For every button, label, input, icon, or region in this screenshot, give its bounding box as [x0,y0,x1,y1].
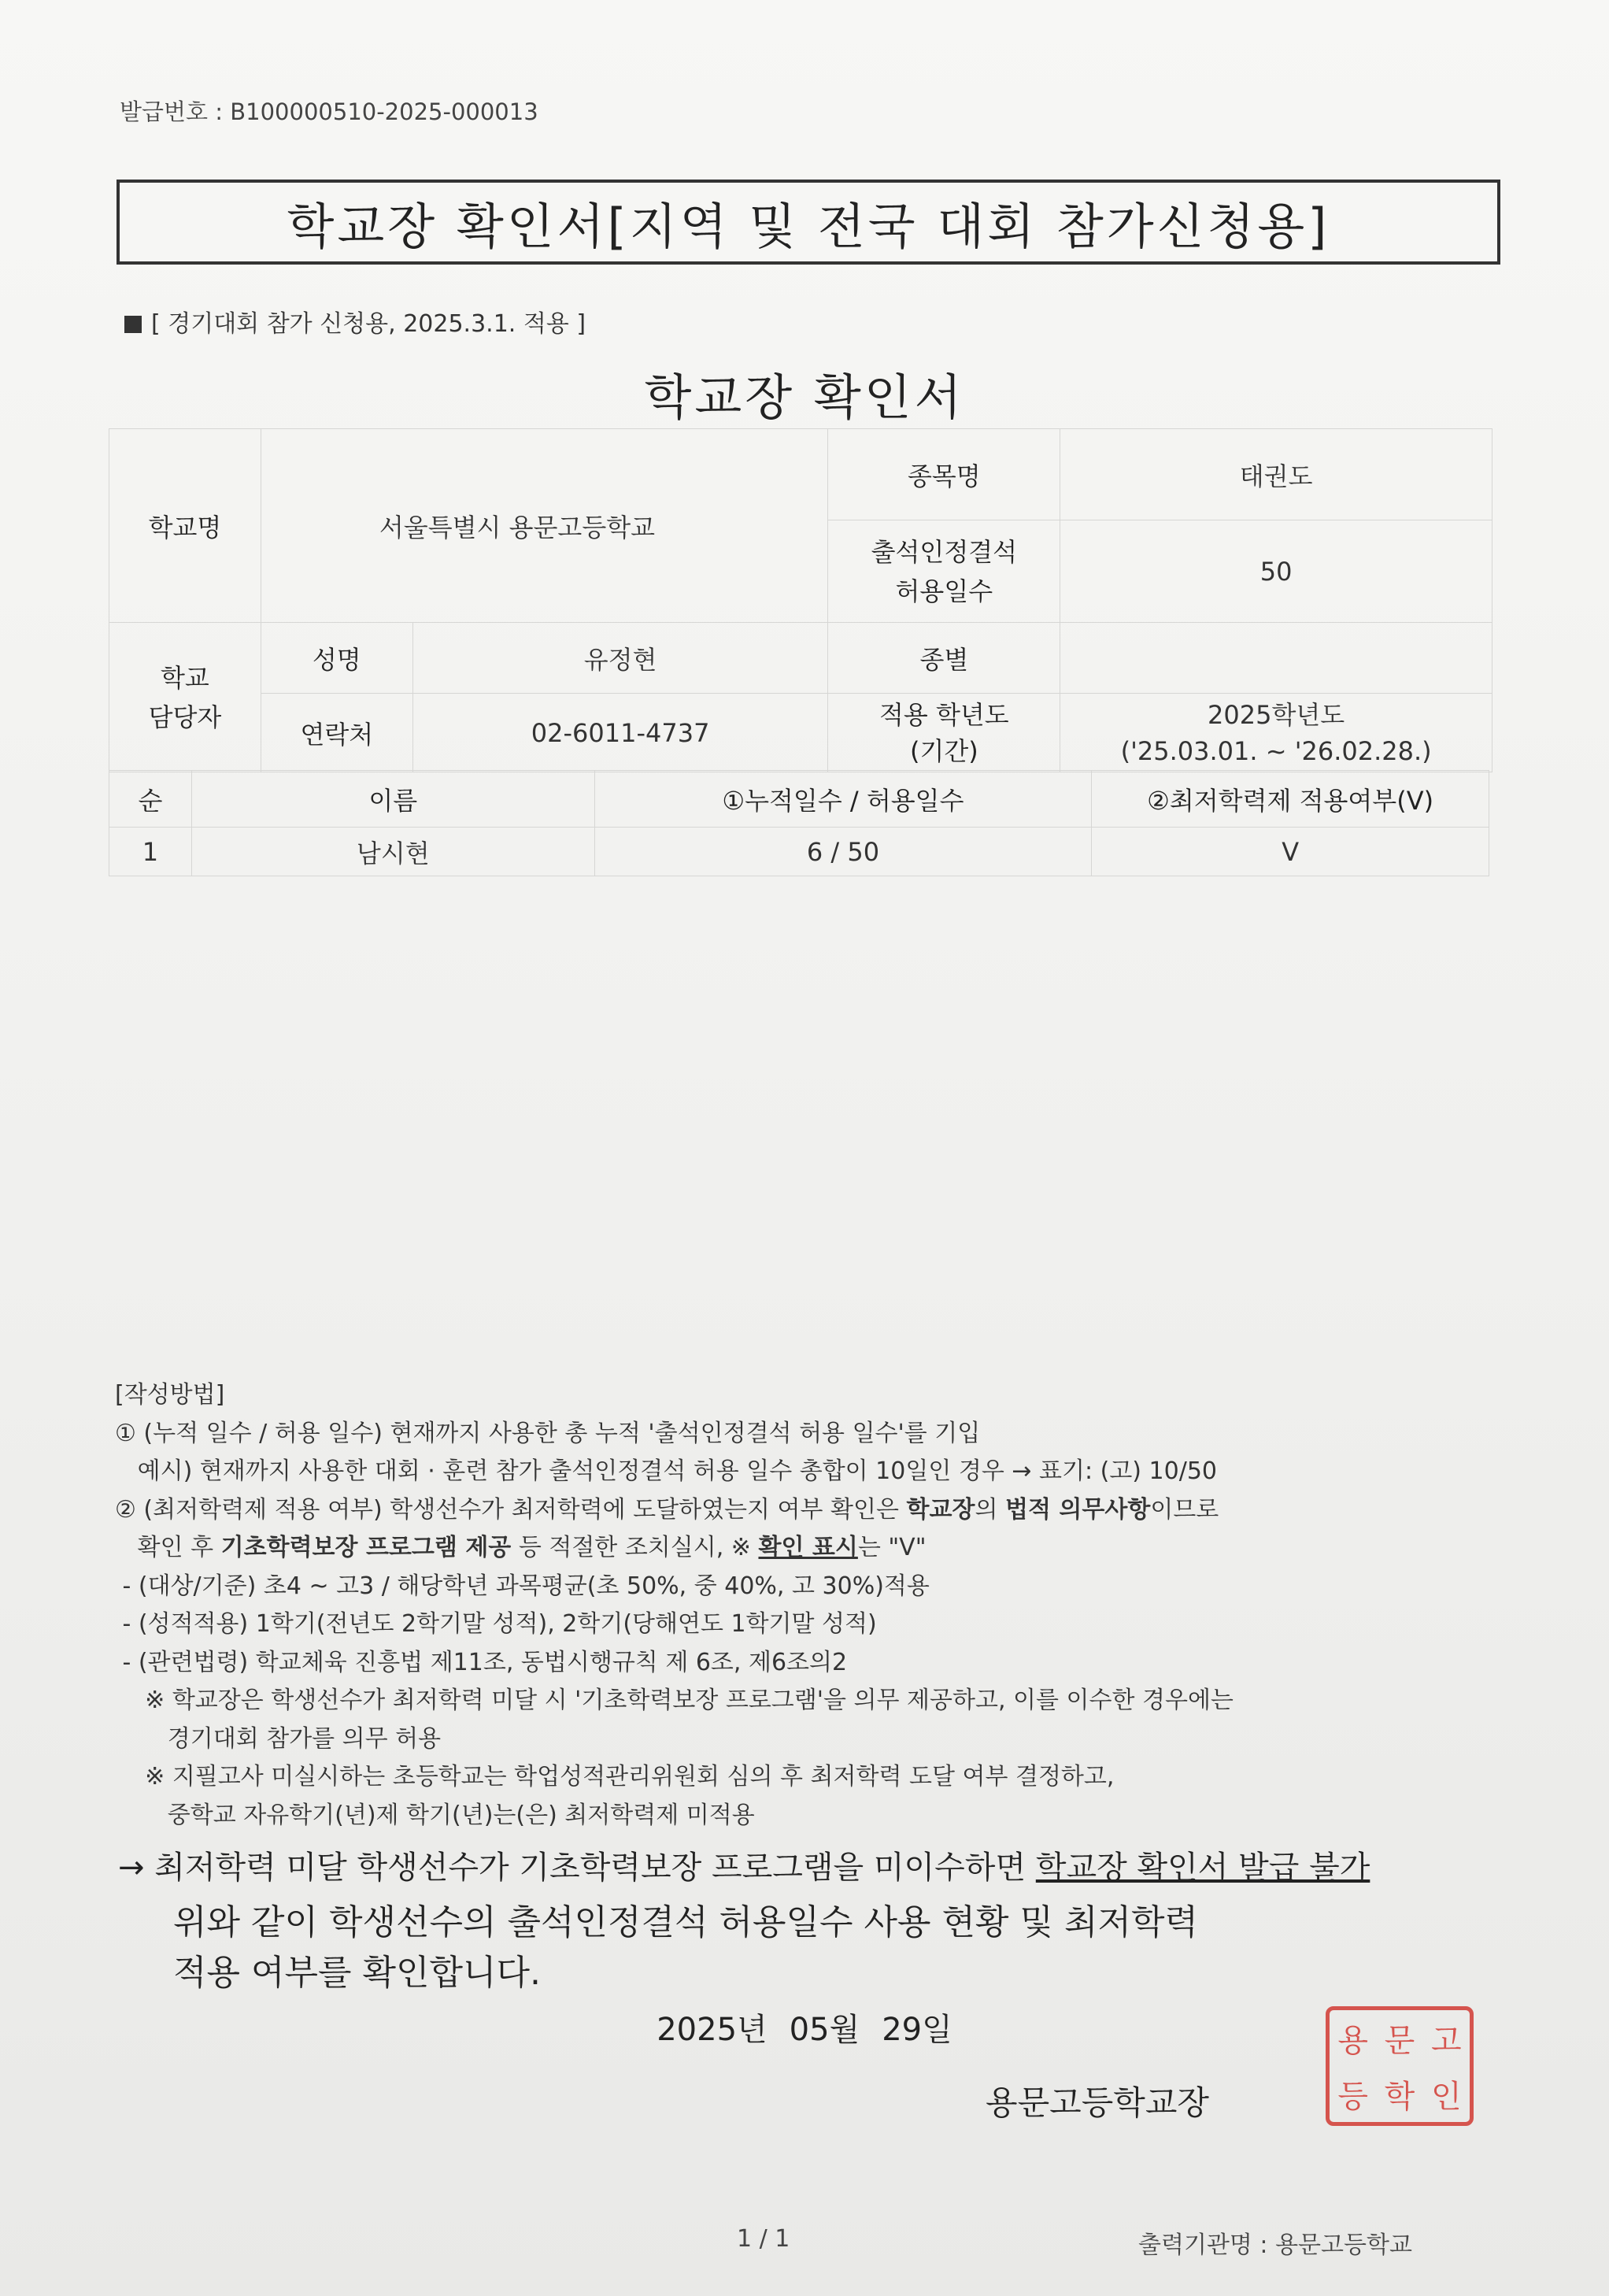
header-days: ①누적일수 / 허용일수 [594,771,1092,828]
confirmation-line1: 위와 같이 학생선수의 출석인정결석 허용일수 사용 현황 및 최저학력 [173,1902,1198,1942]
allowed-days-label [828,520,1060,623]
page-number: 1 / 1 [737,2225,790,2253]
school-label: 학교명 [109,429,261,623]
warning-text: → 최저학력 미달 학생선수가 기초학력보장 프로그램을 미이수하면 [118,1850,1036,1886]
instruction-line: - (성적적용) 1학기(전년도 2학기말 성적), 2학기(당해연도 1학기말 성적) [115,1610,877,1638]
square-bullet-icon [124,316,142,333]
output-organization: 출력기관명 : 용문고등학교 [1138,2231,1412,2259]
student-table [109,770,1489,876]
official-seal-icon [1326,2006,1474,2126]
manager-label-line1: 학교 [161,662,209,693]
category-value [1060,623,1492,694]
school-value: 서울특별시 용문고등학교 [261,429,828,623]
year-value-line2: ('25.03.01. ~ '26.02.28.) [1120,735,1432,766]
instruction-bold: 기초학력보장 프로그램 제공 [220,1534,512,1561]
instruction-text: 의 [975,1495,1006,1524]
row-name: 남시현 [191,828,594,876]
application-note [124,304,586,339]
instruction-line: 예시) 현재까지 사용한 대회 · 훈련 참가 출석인정결석 허용 일수 총합이 10일인 경우 → 표기: (고) 10/50 [115,1457,1218,1485]
date-day: 29일 [882,2012,952,2048]
principal-name: 용문고등학교장 [986,2083,1210,2122]
warning-line [118,1842,1370,1887]
instruction-line [115,1491,1234,1530]
confirmation-text [173,1898,1198,1998]
confirmation-line2: 적용 여부를 확인합니다. [173,1953,541,1993]
header-applied: ②최저학력제 적용여부(V) [1092,771,1489,828]
name-label: 성명 [261,623,412,694]
issue-number: 발급번호 : B100000510-2025-000013 [120,98,538,125]
instruction-line: - (대상/기준) 초4 ~ 고3 / 해당학년 과목평균(초 50%, 중 40%, 고 30%)적용 [115,1572,930,1600]
manager-label-line2: 담당자 [148,702,222,732]
instructions-title: [작성방법] [115,1381,225,1409]
seal-char: 등 [1337,2079,1368,2115]
event-value: 태권도 [1060,429,1492,520]
instruction-bold: 학교장 [906,1495,975,1524]
instruction-line: 중학교 자유학기(년)제 학기(년)는(은) 최저학력제 미적용 [115,1801,755,1829]
seal-char: 고 [1431,2023,1462,2059]
contact-label: 연락처 [261,694,412,772]
instruction-line: ※ 학교장은 학생선수가 최저학력 미달 시 '기초학력보장 프로그램'을 의무 제공하고, 이를 이수한 경우에는 [115,1687,1234,1714]
allowed-days-label-line2: 허용일수 [895,576,993,606]
instruction-line: - (관련법령) 학교체육 진흥법 제11조, 동법시행규칙 제 6조, 제6조의2 [115,1648,848,1676]
instruction-line: ① (누적 일수 / 허용 일수) 현재까지 사용한 총 누적 '출석인정결석 허용 일수'를 기입 [115,1419,981,1447]
row-days: 6 / 50 [594,828,1092,876]
table-row [109,828,1489,876]
instruction-underline: 확인 표시 [758,1534,858,1561]
instruction-line [115,1529,1234,1568]
year-label-line2: (기간) [909,735,978,766]
allowed-days-value: 50 [1060,520,1492,623]
name-value: 유정현 [412,623,828,694]
note-text: [ 경기대회 참가 신청용, 2025.3.1. 적용 ] [151,310,586,338]
instruction-line: 경기대회 참가를 의무 허용 [115,1724,442,1753]
year-value [1060,694,1492,772]
seal-char: 용 [1337,2023,1368,2059]
seal-char: 인 [1431,2079,1462,2115]
year-label [828,694,1060,772]
main-title: 학교장 확인서[지역 및 전국 대회 참가신청용] [117,180,1500,265]
contact-value: 02-6011-4737 [412,694,828,772]
allowed-days-label-line1: 출석인정결석 [871,536,1018,567]
header-no: 순 [109,771,192,828]
seal-char: 학 [1384,2079,1415,2115]
school-info-table [109,428,1492,772]
row-applied: V [1092,828,1489,876]
instruction-text: 이므로 [1150,1495,1219,1524]
instruction-line: ※ 지필고사 미실시하는 초등학교는 학업성적관리위원회 심의 후 최저학력 도달 여부 결정하고, [115,1763,1115,1791]
row-no: 1 [109,828,192,876]
instruction-text: 확인 후 [115,1534,221,1561]
instruction-text: ② (최저학력제 적용 여부) 학생선수가 최저학력에 도달하였는지 여부 확인은 [115,1495,907,1524]
date-month: 05월 [789,2012,860,2048]
category-label: 종별 [828,623,1060,694]
header-name: 이름 [191,771,594,828]
year-value-line1: 2025학년도 [1208,699,1345,730]
instructions-section [115,1376,1234,1835]
warning-underline: 학교장 확인서 발급 불가 [1035,1850,1370,1886]
instruction-text: 는 "V" [857,1534,927,1561]
instruction-text: 등 적절한 조치실시, ※ [511,1534,759,1561]
manager-label [109,623,261,772]
date-year: 2025년 [657,2012,768,2048]
instruction-bold: 법적 의무사항 [1005,1495,1151,1524]
seal-char: 문 [1384,2023,1415,2059]
year-label-line1: 적용 학년도 [878,699,1009,730]
form-subtitle: 학교장 확인서 [644,368,965,426]
event-label: 종목명 [828,429,1060,520]
